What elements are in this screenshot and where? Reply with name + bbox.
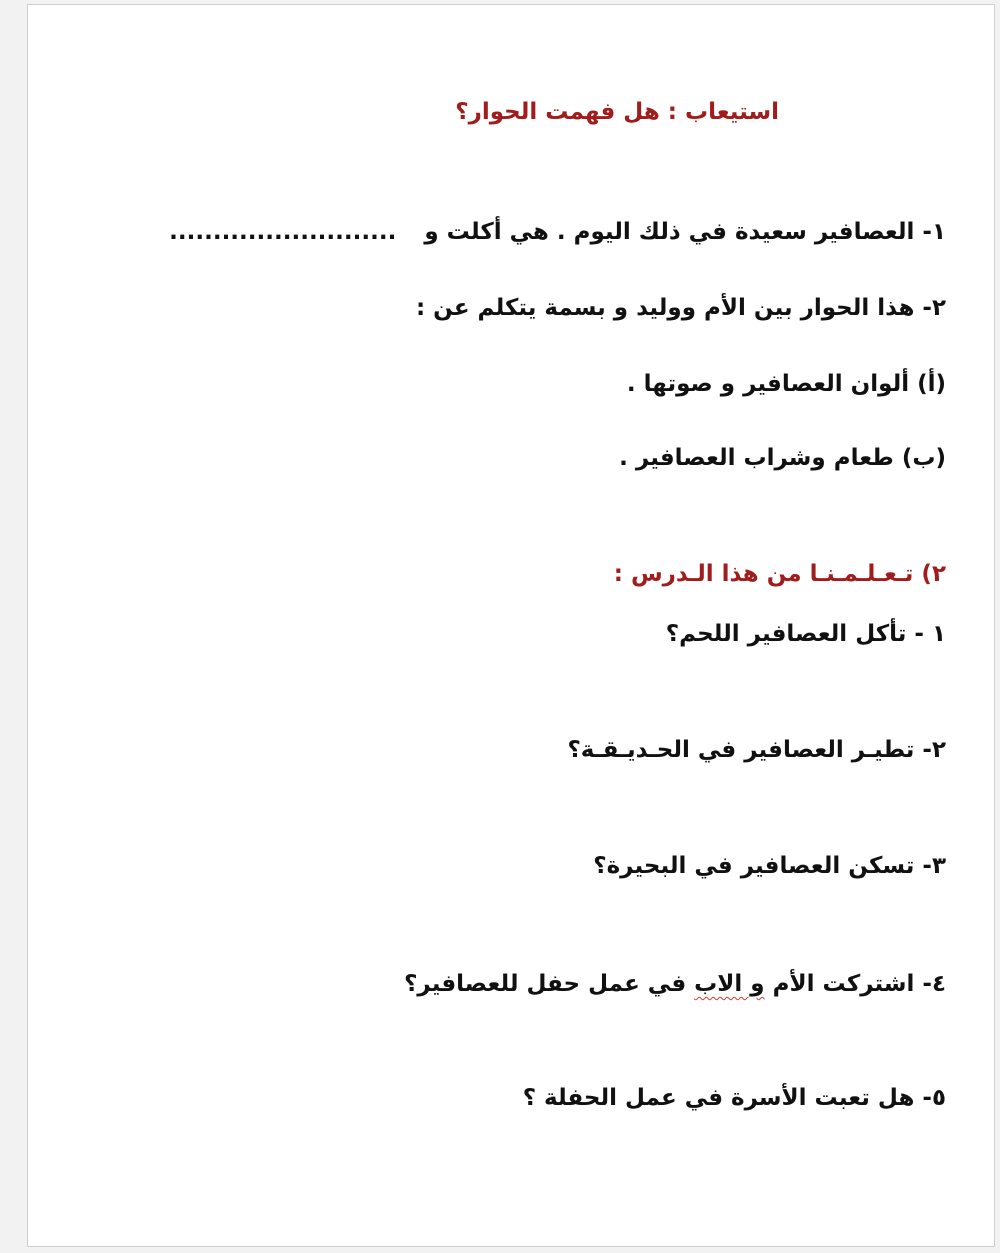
question-2-option-b: (ب) طعام وشراب العصافير .: [619, 445, 946, 471]
question-2: ٢- هذا الحوار بين الأم ووليد و بسمة يتكلم عن :: [415, 295, 946, 321]
section-2-item-2: ٢- تطيـر العصافير في الحـديـقـة؟: [567, 737, 946, 763]
worksheet-title: استيعاب : هل فهمت الحوار؟: [455, 99, 779, 125]
section-2-heading: ٢) تـعـلـمـنـا من هذا الـدرس :: [613, 561, 946, 587]
section-2-item-4-end: في عمل حفل للعصافير؟: [404, 971, 695, 997]
section-2-item-3: ٣- تسكن العصافير في البحيرة؟: [593, 853, 946, 879]
section-2-item-4-start: ٤- اشتركت الأم: [764, 971, 946, 997]
question-2-option-a: (أ) ألوان العصافير و صوتها .: [626, 371, 946, 397]
question-1-blank: ..........................: [169, 219, 397, 245]
spellcheck-marked-word: و الاب: [694, 971, 765, 997]
worksheet-page: [27, 4, 995, 1247]
question-1: [169, 217, 946, 247]
section-2-item-1: ١ - تأكل العصافير اللحم؟: [665, 621, 946, 647]
section-2-item-4: [404, 969, 946, 999]
question-1-text: ١- العصافير سعيدة في ذلك اليوم . هي أكلت و: [424, 219, 946, 245]
section-2-item-5: ٥- هل تعبت الأسرة في عمل الحفلة ؟: [522, 1085, 946, 1111]
